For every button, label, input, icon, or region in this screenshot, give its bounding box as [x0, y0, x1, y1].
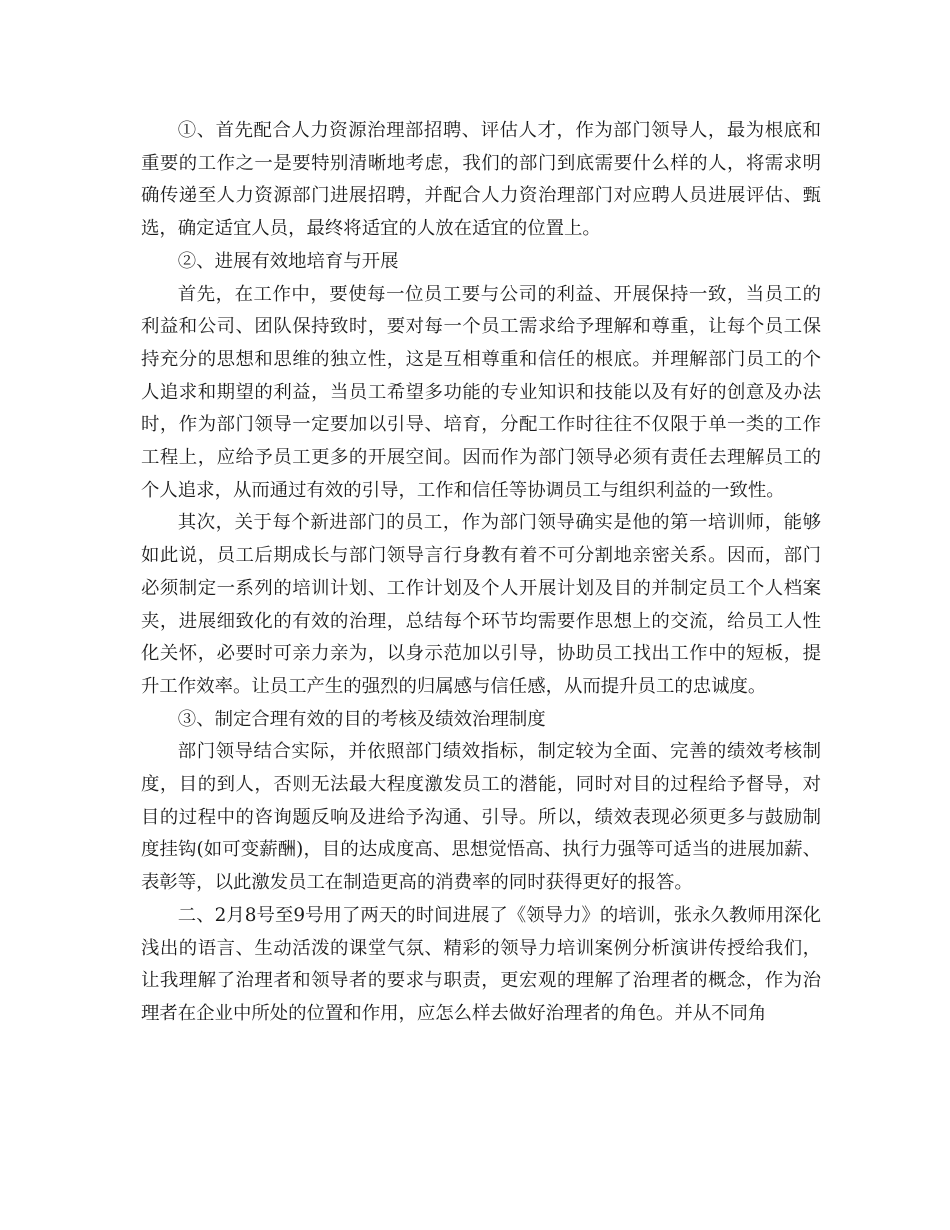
paragraph-performance-appraisal: 部门领导结合实际，并依照部门绩效指标，制定较为全面、完善的绩效考核制度，目的到人，否则无法最大程度激发员工的潜能，同时对目的过程给予督导，对目的过程中的咨询题反响及进给予沟通、引导。所以，绩效表现必须更多与鼓励制度挂钩(如可变薪酬)，目的达成度高、思想觉悟高、执行力强等可适当的进展加薪、表彰等，以此激发员工在制造更高的消费率的同时获得更好的报答。: [141, 741, 821, 894]
paragraph-leadership-training: 二、2月8号至9号用了两天的时间进展了《领导力》的培训，张永久教师用深化浅出的语言、生动活泼的课堂气氛、精彩的领导力培训案例分析演讲传授给我们，让我理解了治理者和领导者的要求与职责，更宏观的理解了治理者的概念，作为治理者在企业中所处的位置和作用，应怎么样去做好治理者的角色。并从不同角: [141, 904, 821, 1024]
document-body: [141, 115, 821, 1031]
heading-performance-management: ③、制定合理有效的目的考核及绩效治理制度: [177, 708, 546, 730]
paragraph-recruitment: ①、首先配合人力资源治理部招聘、评估人才，作为部门领导人，最为根底和重要的工作之一是要特别清晰地考虑，我们的部门到底需要什么样的人，将需求明确传递至人力资源部门进展招聘，并配合人力资治理部门对应聘人员进展评估、甄选，确定适宜人员，最终将适宜的人放在适宜的位置上。: [141, 120, 821, 240]
paragraph-employee-interests: 首先，在工作中，要使每一位员工要与公司的利益、开展保持一致，当员工的利益和公司、团队保持致时，要对每一个员工需求给予理解和尊重，让每个员工保持充分的思想和思维的独立性，这是互相尊重和信任的根底。并理解部门员工的个人追求和期望的利益，当员工希望多功能的专业知识和技能以及有好的创意及办法时，作为部门领导一定要加以引导、培育，分配工作时往往不仅限于单一类的工作工程上，应给予员工更多的开展空间。因而作为部门领导必须有责任去理解员工的个人追求，从而通过有效的引导，工作和信任等协调员工与组织利益的一致性。: [141, 283, 821, 501]
paragraph-new-employee-training: 其次，关于每个新进部门的员工，作为部门领导确实是他的第一培训师，能够如此说，员工后期成长与部门领导言行身教有着不可分割地亲密关系。因而，部门必须制定一系列的培训计划、工作计划及个人开展计划及目的并制定员工个人档案夹，进展细致化的有效的治理，总结每个环节均需要作思想上的交流，给员工人性化关怀，必要时可亲力亲为，以身示范加以引导，协助员工找出工作中的短板，提升工作效率。让员工产生的强烈的归属感与信任感，从而提升员工的忠诚度。: [141, 512, 821, 697]
heading-training-development: ②、进展有效地培育与开展: [177, 250, 399, 272]
